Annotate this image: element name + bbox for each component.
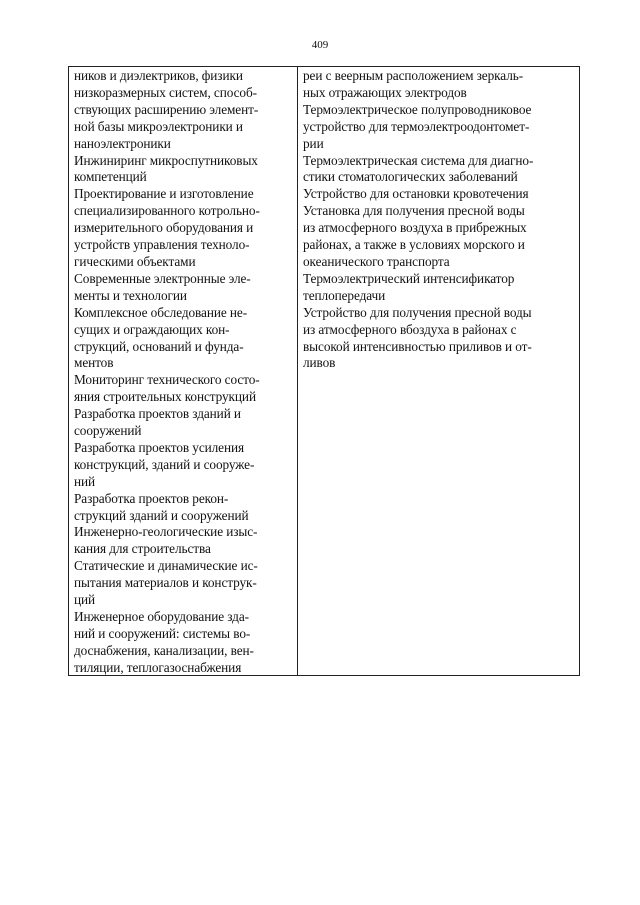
entry-line: стики стоматологических заболеваний (303, 169, 518, 185)
entry-line: пытания материалов и конструк- (74, 575, 257, 591)
entry-line: доснабжения, канализации, вен- (74, 642, 254, 658)
entry-line: наноэлектроники (74, 135, 171, 151)
entry-line: яния строительных конструкций (74, 389, 256, 405)
entry-line: Инжиниринг микроспутниковых (74, 152, 258, 168)
entry-line: Разработка проектов зданий и (74, 406, 241, 422)
entry-line: струкций, оснований и фунда- (74, 338, 244, 354)
left-entry (74, 186, 294, 271)
left-entry (74, 153, 294, 187)
entry-line: ливов (303, 355, 336, 371)
entry-line: Термоэлектрическая система для диагно- (303, 152, 534, 168)
entry-line: Мониторинг технического состо- (74, 372, 260, 388)
entry-line: ментов (74, 355, 114, 371)
left-entry (74, 305, 294, 373)
entry-line: из атмосферного вбоздуха в районах с (303, 321, 517, 337)
left-entry (74, 406, 294, 440)
entry-line: гическими объектами (74, 253, 196, 269)
left-entry (74, 491, 294, 525)
right-entry (303, 102, 575, 153)
entry-line: Устройство для получения пресной воды (303, 304, 532, 320)
entry-line: Статические и динамические ис- (74, 558, 258, 574)
right-entry (303, 186, 575, 203)
entry-line: ций (74, 592, 96, 608)
entry-line: менты и технологии (74, 287, 187, 303)
entry-line: специализированного котрольно- (74, 203, 260, 219)
entry-line: Инженерно-геологические изыс- (74, 524, 258, 540)
entry-line: рии (303, 135, 324, 151)
entry-line: сущих и ограждающих кон- (74, 321, 230, 337)
entry-line: тиляции, теплогазоснабжения (74, 659, 242, 675)
entry-line: из атмосферного воздуха в прибрежных (303, 220, 527, 236)
entry-line: высокой интенсивностью приливов и от- (303, 338, 532, 354)
entry-line: устройство для термоэлектроодонтомет- (303, 118, 530, 134)
left-entry (74, 609, 294, 675)
entry-line: Инженерное оборудование зда- (74, 609, 249, 624)
left-entry (74, 524, 294, 558)
entry-line: Термоэлектрический интенсификатор (303, 270, 515, 286)
entry-line: конструкций, зданий и сооруже- (74, 456, 255, 472)
entry-line: ствующих расширению элемент- (74, 101, 259, 117)
right-entry (303, 271, 575, 305)
entry-line: ников и диэлектриков, физики (74, 68, 243, 83)
left-column (69, 67, 298, 675)
entry-line: океанического транспорта (303, 253, 450, 269)
entry-line: струкций зданий и сооружений (74, 507, 249, 523)
entry-line: устройств управления техноло- (74, 237, 250, 253)
entry-line: реи с веерным расположением зеркаль- (303, 68, 524, 83)
right-column (298, 67, 579, 675)
entry-line: районах, а также в условиях морского и (303, 237, 525, 253)
entry-line: Комплексное обследование не- (74, 304, 248, 320)
entry-line: ных отражающих электродов (303, 84, 467, 100)
left-entry (74, 440, 294, 491)
entry-line: низкоразмерных систем, способ- (74, 84, 257, 100)
entry-line: теплопередачи (303, 287, 386, 303)
entry-line: ной базы микроэлектроники и (74, 118, 243, 134)
left-entry (74, 68, 294, 153)
right-entry (303, 305, 575, 373)
entry-line: Установка для получения пресной воды (303, 203, 525, 219)
entry-line: кания для строительства (74, 541, 211, 557)
entry-line: сооружений (74, 423, 142, 439)
left-entry (74, 558, 294, 609)
document-table (68, 66, 580, 676)
entry-line: Проектирование и изготовление (74, 186, 254, 202)
entry-line: измерительного оборудования и (74, 220, 254, 236)
entry-line: Разработка проектов рекон- (74, 490, 229, 506)
entry-line: Современные электронные эле- (74, 270, 251, 286)
entry-line: Термоэлектрическое полупроводниковое (303, 101, 532, 117)
right-entry (303, 153, 575, 187)
entry-line: ний и сооружений: системы во- (74, 625, 251, 641)
entry-line: ний (74, 473, 96, 489)
right-entry (303, 203, 575, 271)
left-entry (74, 372, 294, 406)
page-number: 409 (311, 39, 329, 51)
right-entry (303, 68, 575, 102)
left-entry (74, 271, 294, 305)
entry-line: Устройство для остановки кровотечения (303, 186, 529, 202)
entry-line: компетенций (74, 169, 147, 185)
entry-line: Разработка проектов усиления (74, 439, 245, 455)
